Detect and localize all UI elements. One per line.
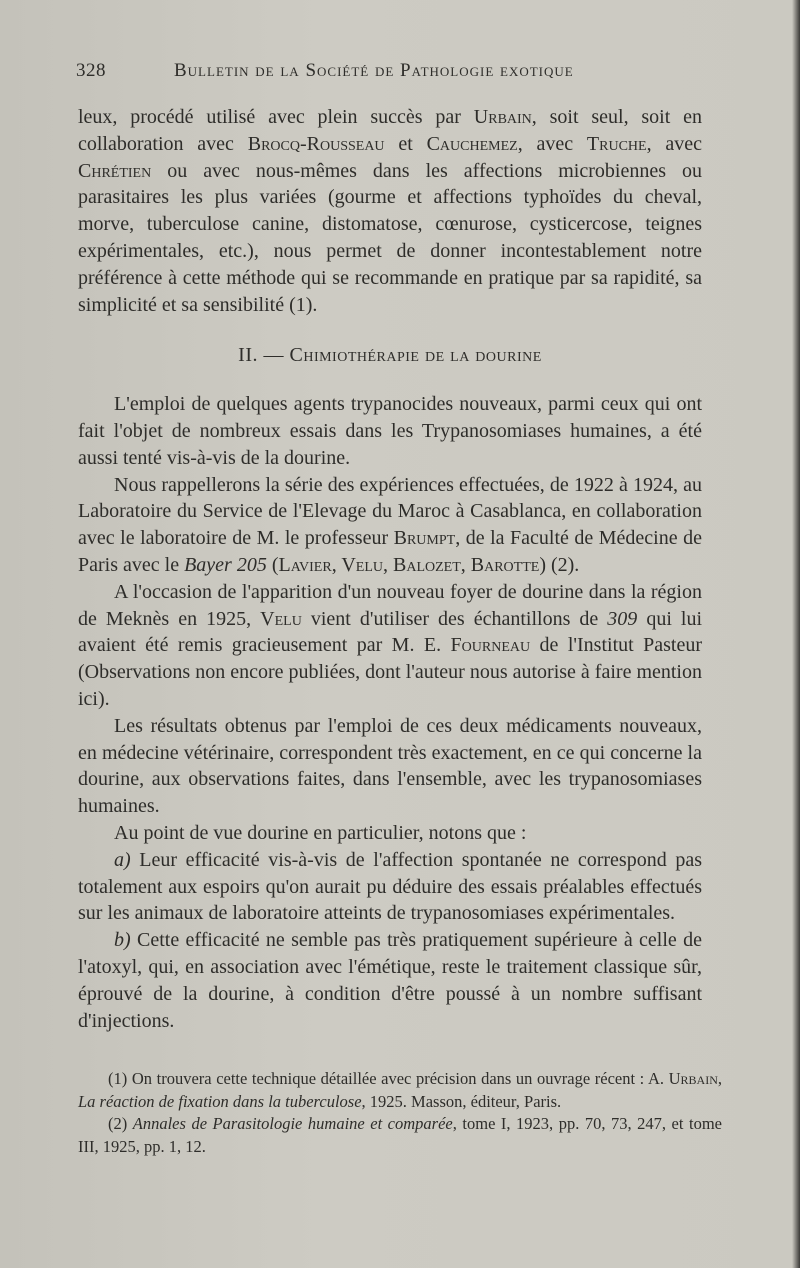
text-run: leux, procédé utilisé avec plein succès par xyxy=(78,106,474,128)
text-run: de l'Institut Pasteur (Observations non encore publiées, dont l'auteur nous autorise à faire mention ici). xyxy=(78,634,702,710)
author-name: Velu xyxy=(260,607,302,630)
paragraph-8 xyxy=(78,927,702,1034)
paragraph-5: Les résultats obtenus par l'emploi de ces deux médicaments nouveaux, en médecine vétérinaire, correspondent très exactement, en ce qui concerne la dourine, aux observations faites, dans l'ensemble, avec les trypanosomiases humaines. xyxy=(78,714,702,818)
section-title: II. — Chimiothérapie de la dourine xyxy=(238,344,542,367)
text-run: qui lui avaient été remis gracieusement par M. E. xyxy=(78,607,703,657)
text-run: , xyxy=(717,1069,722,1088)
paragraph-7 xyxy=(78,847,702,927)
text-run: , avec xyxy=(517,132,587,155)
paragraph-4 xyxy=(78,579,702,713)
paragraph-6: Au point de vue dourine en particulier, notons que : xyxy=(114,821,527,844)
text-run: ) (2). xyxy=(539,553,580,576)
author-name: Chrétien xyxy=(78,159,152,182)
author-name: Brocq-Rousseau xyxy=(247,132,385,155)
text-run: A l'occasion de l'apparition d'un nouveau foyer de dourine dans la région de Meknès en 1925, xyxy=(78,580,702,630)
text-run: , soit seul, soit en collaboration avec xyxy=(78,106,703,155)
author-names: Lavier, Velu, Balozet, Barotte xyxy=(278,553,540,576)
text-run: et xyxy=(384,132,427,155)
list-label: b) xyxy=(114,929,131,952)
footnote-2 xyxy=(78,1113,722,1158)
author-name: Urbain xyxy=(668,1069,718,1088)
paragraph-3 xyxy=(78,472,702,579)
journal-title: Annales de Parasitologie humaine et comparée xyxy=(132,1114,453,1133)
text-run: , de la Faculté de Médecine de Paris avec le xyxy=(78,527,702,576)
body-text xyxy=(78,104,702,1034)
footnotes xyxy=(78,1068,722,1158)
page-edge-shadow xyxy=(792,0,800,1268)
drug-name: Bayer 205 xyxy=(184,553,267,576)
author-name: Brumpt xyxy=(393,527,456,550)
list-label: a) xyxy=(114,848,131,871)
text-run: , tome I, 1923, pp. 70, 73, 247, et tome III, 1925, pp. 1, 12. xyxy=(78,1114,722,1156)
text-run: , avec xyxy=(646,132,702,155)
text-run: (1) On trouvera cette technique détaillée avec précision dans un ouvrage récent : A. xyxy=(108,1069,669,1088)
author-name: Urbain xyxy=(473,106,532,128)
text-run: Cette efficacité ne semble pas très pratiquement supérieure à celle de l'atoxyl, qui, en association avec l'émétique, reste le traitement classique sûr, éprouvé de la dourine, à condition d'être poussé à un nombre suffisant d'injections. xyxy=(78,929,702,1032)
text-run: ou avec nous-mêmes dans les affections microbiennes ou parasitaires les plus variées (gourme et affections typhoïdes du cheval, morve, tuberculose canine, distomatose, cœnurose, cysticercose, teignes expérimentales, etc.), nous permet de donner incontestablement notre préférence à cette méthode qui se recommande en pratique par sa rapidité, sa simplicité et sa sensibilité (1). xyxy=(78,159,702,316)
running-title: Bulletin de la Société de Pathologie exotique xyxy=(174,60,574,81)
footnote-1 xyxy=(78,1068,722,1113)
paragraph-1 xyxy=(78,104,702,318)
text-run: ( xyxy=(266,553,279,576)
text-run: , 1925. Masson, éditeur, Paris. xyxy=(361,1091,562,1111)
book-title: La réaction de fixation dans la tuberculose xyxy=(78,1091,362,1111)
text-run: Leur efficacité vis-à-vis de l'affection spontanée ne correspond pas totalement aux espoirs qu'on aurait pu déduire des essais préalables effectués sur les animaux de laboratoire atteints de trypanosomiases expérimentales. xyxy=(78,848,702,925)
running-header xyxy=(76,60,736,88)
author-name: Fourneau xyxy=(450,634,531,657)
drug-name: 309 xyxy=(607,607,638,630)
text-run: vient d'utiliser des échantillons de xyxy=(301,607,608,630)
page-number: 328 xyxy=(76,60,106,81)
author-name: Truche xyxy=(586,132,647,155)
author-name: Cauchemez xyxy=(426,132,518,155)
text-run: (2) xyxy=(108,1114,133,1133)
text-run: Nous rappellerons la série des expériences effectuées, de 1922 à 1924, au Laboratoire du Service de l'Elevage du Maroc à Casablanca, en collaboration avec le laboratoire de M. le professeur xyxy=(78,473,702,550)
paragraph-2: L'emploi de quelques agents trypanocides nouveaux, parmi ceux qui ont fait l'objet de nombreux essais dans les Trypanosomiases humaines, a été aussi tenté vis-à-vis de la dourine. xyxy=(78,393,702,469)
